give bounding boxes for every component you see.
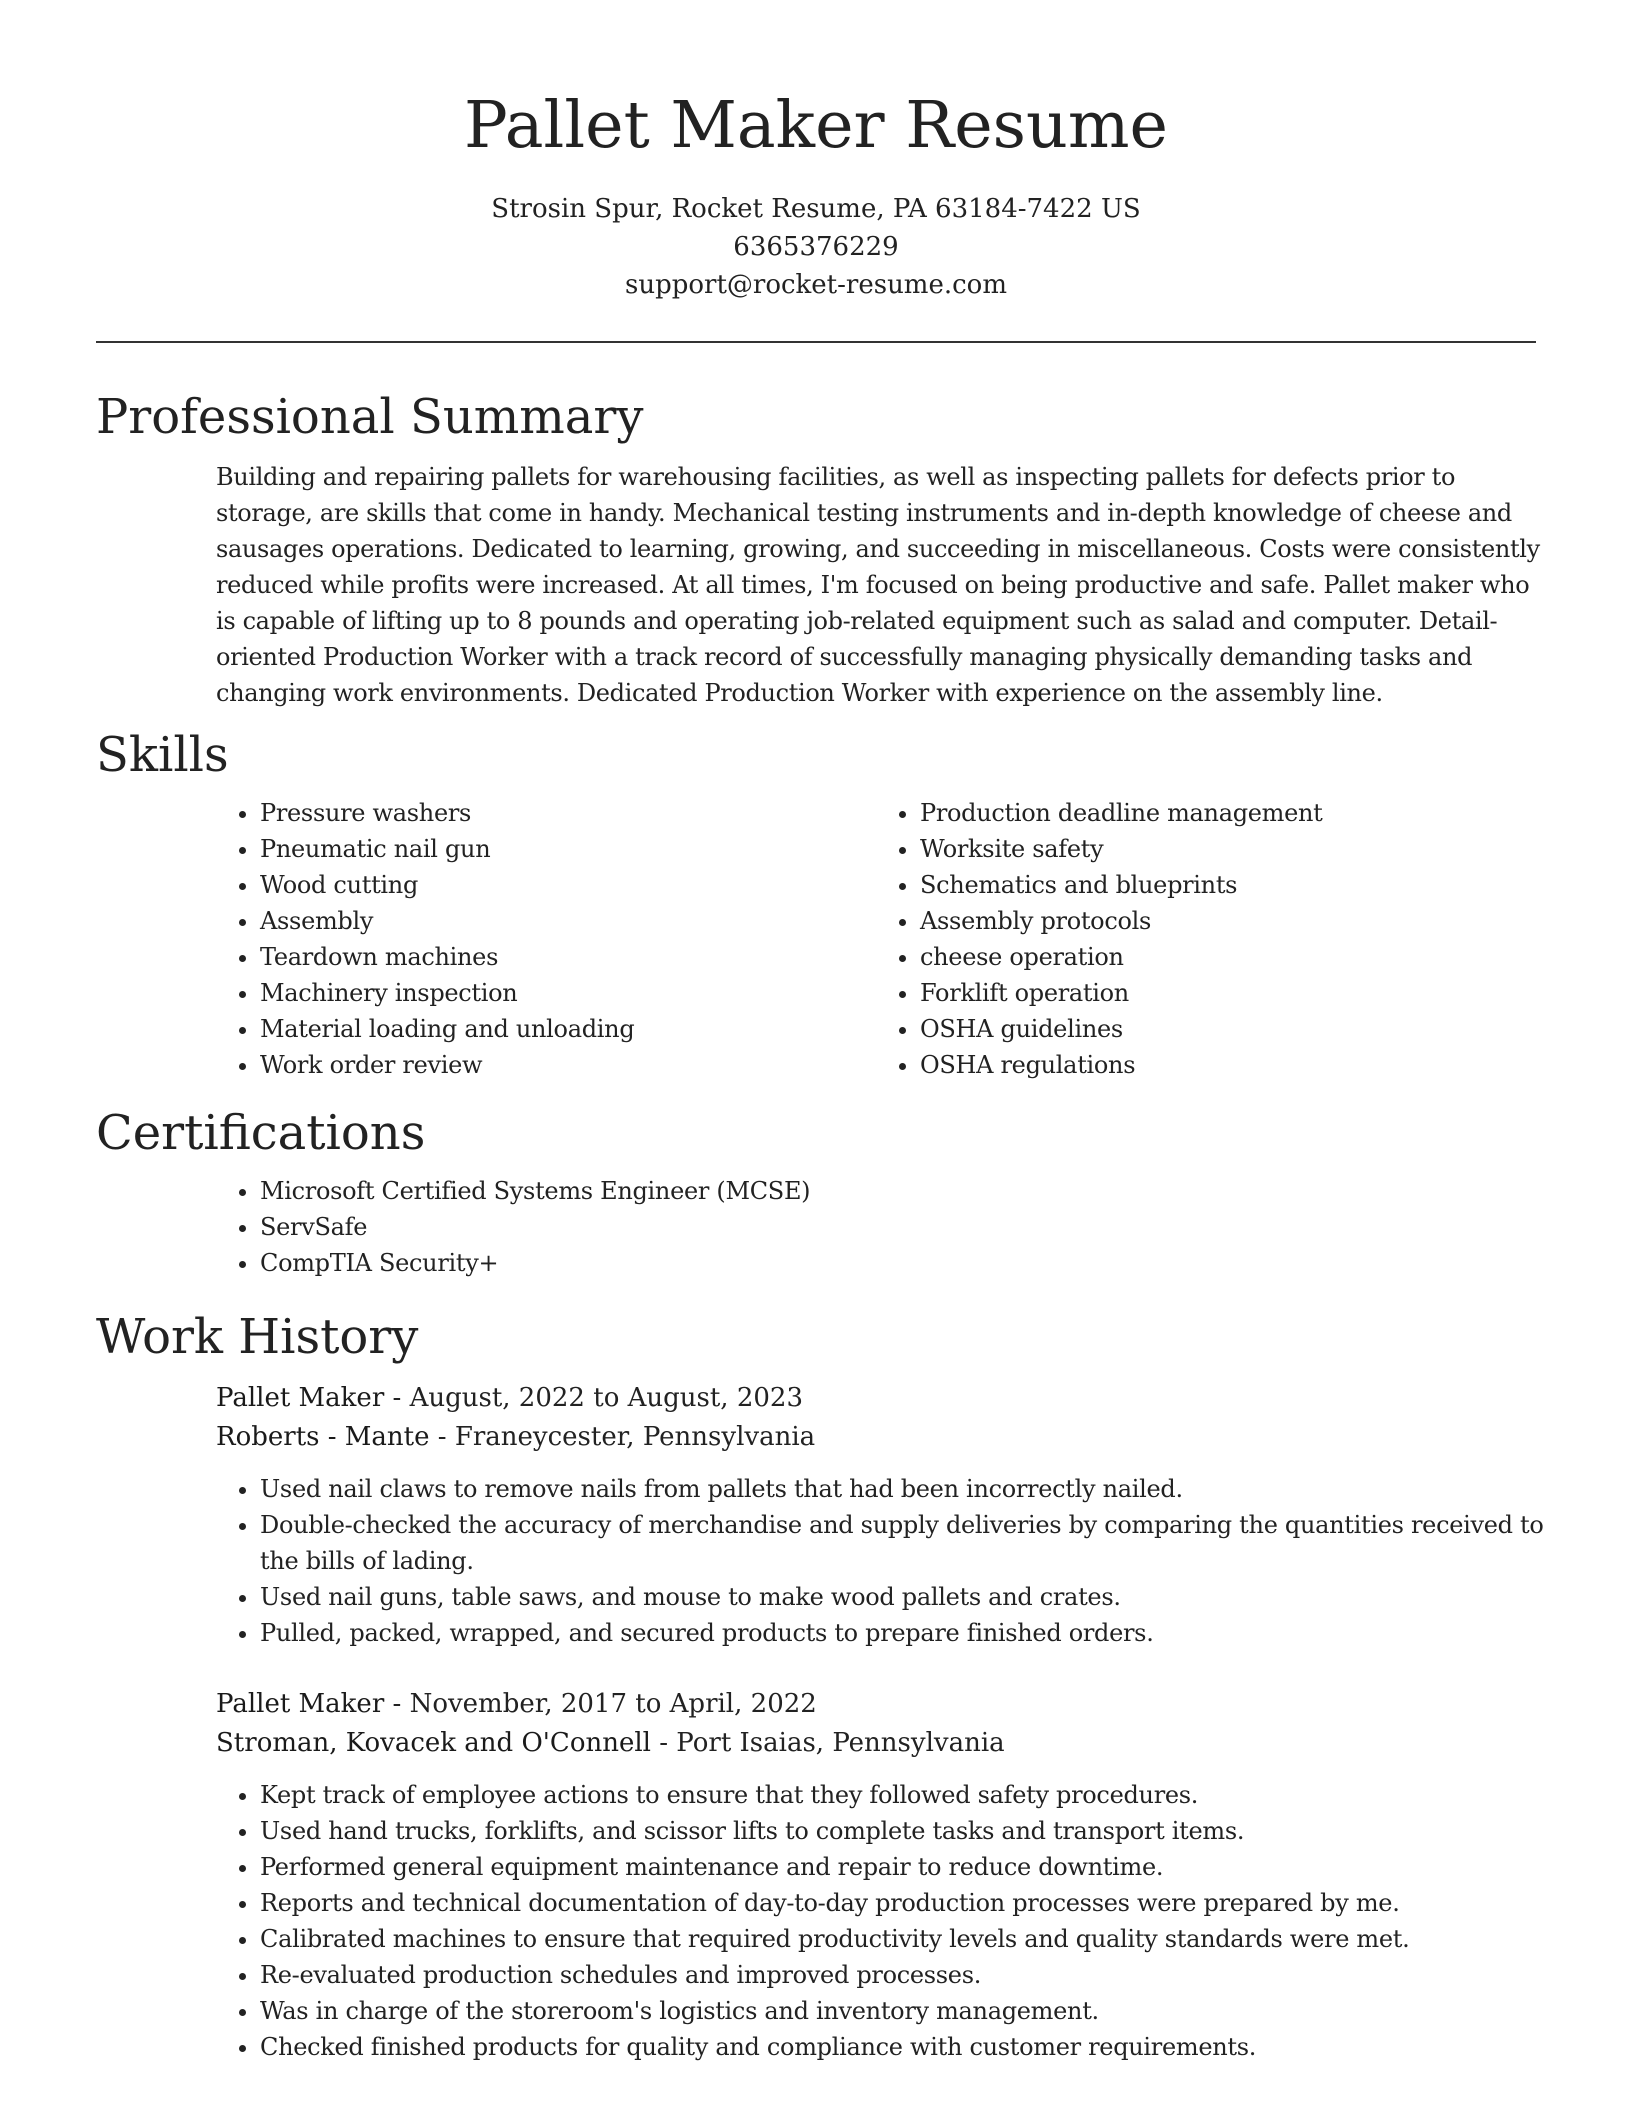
skill-item: • Wood cutting xyxy=(260,867,876,903)
summary-section xyxy=(96,387,1540,711)
job-position: Pallet Maker xyxy=(216,1689,385,1719)
header-divider xyxy=(96,341,1536,343)
work-history-section xyxy=(96,1307,1544,2065)
certification-item: • CompTIA Security+ xyxy=(260,1245,1536,1281)
skill-item: • Material loading and unloading xyxy=(260,1011,876,1047)
job-duty: • Kept track of employee actions to ensure that they followed safety procedures. xyxy=(260,1777,1585,1813)
job-dates: - November, 2017 to April, 2022 xyxy=(384,1689,817,1719)
job-duty: • Calibrated machines to ensure that required productivity levels and quality standards were met. xyxy=(260,1921,1585,1957)
job-entry xyxy=(216,1685,1536,2065)
skills-list-left xyxy=(216,795,876,1083)
skill-item: • Worksite safety xyxy=(920,831,1536,867)
job-company: Stroman, Kovacek and O'Connell xyxy=(216,1728,651,1758)
job-location: - Franeycester, Pennsylvania xyxy=(429,1422,816,1452)
job-title-line xyxy=(216,1379,1536,1418)
skill-item: • OSHA guidelines xyxy=(920,1011,1536,1047)
skill-item: • Production deadline management xyxy=(920,795,1536,831)
job-duty: • Pulled, packed, wrapped, and secured products to prepare finished orders. xyxy=(260,1615,1585,1651)
job-company: Roberts - Mante xyxy=(216,1422,430,1452)
job-duty: • Checked finished products for quality and compliance with customer requirements. xyxy=(260,2029,1585,2065)
job-duty: • Performed general equipment maintenance and repair to reduce downtime. xyxy=(260,1849,1585,1885)
job-duty: • Was in charge of the storeroom's logistics and inventory management. xyxy=(260,1993,1585,2029)
resume-header xyxy=(96,0,1536,304)
skill-item: • Assembly protocols xyxy=(920,903,1536,939)
skill-item: • cheese operation xyxy=(920,939,1536,975)
job-duty: • Used nail guns, table saws, and mouse to make wood pallets and crates. xyxy=(260,1579,1585,1615)
section-title-work-history: Work History xyxy=(96,1309,419,1365)
job-duty: • Reports and technical documentation of day-to-day production processes were prepared by me. xyxy=(260,1885,1585,1921)
job-entry xyxy=(216,1379,1544,1651)
contact-block xyxy=(96,190,1536,304)
job-company-line xyxy=(216,1418,1536,1457)
job-position: Pallet Maker xyxy=(216,1383,385,1413)
skills-section xyxy=(96,725,1536,1083)
skill-item: • Pressure washers xyxy=(260,795,876,831)
page-title: Pallet Maker Resume xyxy=(463,88,1169,163)
section-title-skills: Skills xyxy=(96,727,229,783)
summary-text: Building and repairing pallets for warehousing facilities, as well as inspecting pallets for defects prior to storage, are skills that come in handy. Mechanical testing instruments and in-depth knowledge of cheese and sausages operations. Dedicated to learning, growing, and succeeding in miscellaneous. Costs were consistently reduced while profits were increased. At all times, I'm focused on being productive and safe. Pallet maker who is capable of lifting up to 8 pounds and operating job-related equipment such as salad and computer. Detail-oriented Production Worker with a track record of successfully managing physically demanding tasks and changing work environments. Dedicated Production Worker with experience on the assembly line. xyxy=(216,463,1540,707)
skill-item: • Schematics and blueprints xyxy=(920,867,1536,903)
skill-item: • Assembly xyxy=(260,903,876,939)
job-duties-list xyxy=(216,1777,1585,2065)
skill-item: • Work order review xyxy=(260,1047,876,1083)
skill-item: • Pneumatic nail gun xyxy=(260,831,876,867)
skills-list-right xyxy=(876,795,1536,1083)
certifications-section xyxy=(96,1103,1536,1281)
section-title-summary: Professional Summary xyxy=(96,389,644,445)
phone: 6365376229 xyxy=(733,232,899,262)
certification-item: • Microsoft Certified Systems Engineer (MCSE) xyxy=(260,1173,1536,1209)
job-title-line xyxy=(216,1685,1536,1724)
address: Strosin Spur, Rocket Resume, PA 63184-7422 US xyxy=(491,194,1141,224)
section-title-certifications: Certifications xyxy=(96,1105,426,1161)
skill-item: • Teardown machines xyxy=(260,939,876,975)
email: support@rocket-resume.com xyxy=(624,270,1007,300)
job-duty: • Double-checked the accuracy of merchandise and supply deliveries by comparing the quantities received to the bills of lading. xyxy=(260,1507,1585,1579)
job-company-line xyxy=(216,1724,1536,1763)
job-location: - Port Isaias, Pennsylvania xyxy=(650,1728,1005,1758)
certification-item: • ServSafe xyxy=(260,1209,1536,1245)
skill-item: • OSHA regulations xyxy=(920,1047,1536,1083)
job-dates: - August, 2022 to August, 2023 xyxy=(384,1383,804,1413)
skill-item: • Machinery inspection xyxy=(260,975,876,1011)
certifications-list xyxy=(216,1173,1536,1281)
job-duties-list xyxy=(216,1471,1585,1651)
skills-columns xyxy=(216,795,1536,1083)
job-duty: • Re-evaluated production schedules and improved processes. xyxy=(260,1957,1585,1993)
skill-item: • Forklift operation xyxy=(920,975,1536,1011)
resume-page xyxy=(96,0,1544,2065)
job-duty: • Used hand trucks, forklifts, and scissor lifts to complete tasks and transport items. xyxy=(260,1813,1585,1849)
job-duty: • Used nail claws to remove nails from pallets that had been incorrectly nailed. xyxy=(260,1471,1585,1507)
